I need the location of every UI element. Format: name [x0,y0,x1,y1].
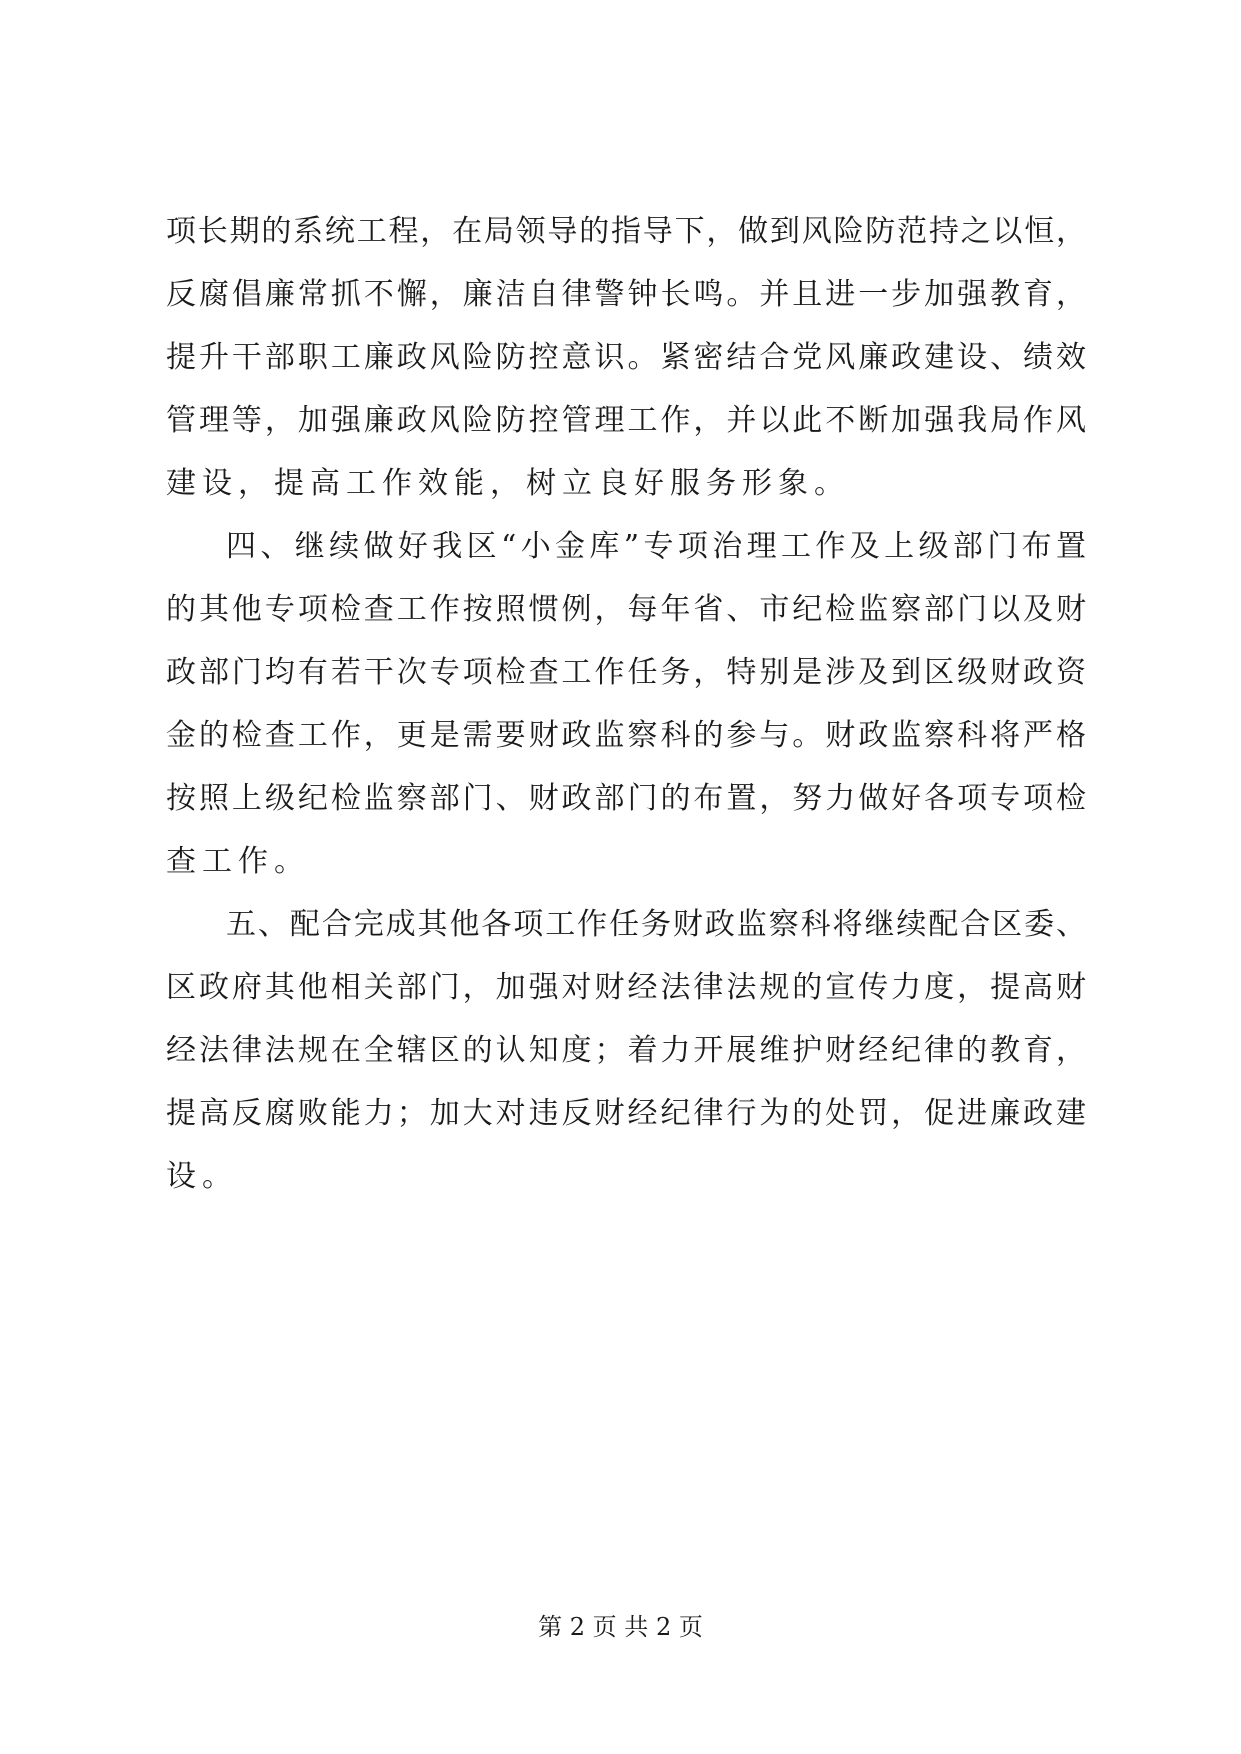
paragraph-2-line-3: 政部门均有若干次专项检查工作任务，特别是涉及到区级财政资 [166,655,1086,690]
paragraph-2-line-5: 按照上级纪检监察部门、财政部门的布置，努力做好各项专项检 [166,781,1086,816]
document-body [166,200,1086,1208]
paragraph-3-line-4: 提高反腐败能力；加大对违反财经纪律行为的处罚，促进廉政建 [166,1096,1086,1131]
paragraph-3-line-3: 经法律法规在全辖区的认知度；着力开展维护财经纪律的教育， [166,1033,1086,1068]
paragraph-1-line-4: 管理等，加强廉政风险防控管理工作，并以此不断加强我局作风 [166,403,1086,438]
paragraph-2-line-4: 金的检查工作，更是需要财政监察科的参与。财政监察科将严格 [166,718,1086,753]
paragraph-2-line-2: 的其他专项检查工作按照惯例，每年省、市纪检监察部门以及财 [166,592,1086,627]
paragraph-2-line-1: 四、继续做好我区“小金库”专项治理工作及上级部门布置 [226,529,1086,564]
paragraph-2-line-6: 查工作。 [166,844,310,879]
paragraph-1-line-2: 反腐倡廉常抓不懈，廉洁自律警钟长鸣。并且进一步加强教育， [166,277,1086,312]
paragraph-1-line-3: 提升干部职工廉政风险防控意识。紧密结合党风廉政建设、绩效 [166,340,1086,375]
paragraph-3-line-1: 五、配合完成其他各项工作任务财政监察科将继续配合区委、 [226,907,1086,942]
paragraph-3-line-2: 区政府其他相关部门，加强对财经法律法规的宣传力度，提高财 [166,970,1086,1005]
page-number-footer: 第 2 页 共 2 页 [538,1613,703,1641]
paragraph-3-line-5: 设。 [166,1159,238,1194]
paragraph-1-line-5: 建设，提高工作效能，树立良好服务形象。 [166,466,850,501]
paragraph-1-line-1: 项长期的系统工程，在局领导的指导下，做到风险防范持之以恒， [166,214,1086,249]
